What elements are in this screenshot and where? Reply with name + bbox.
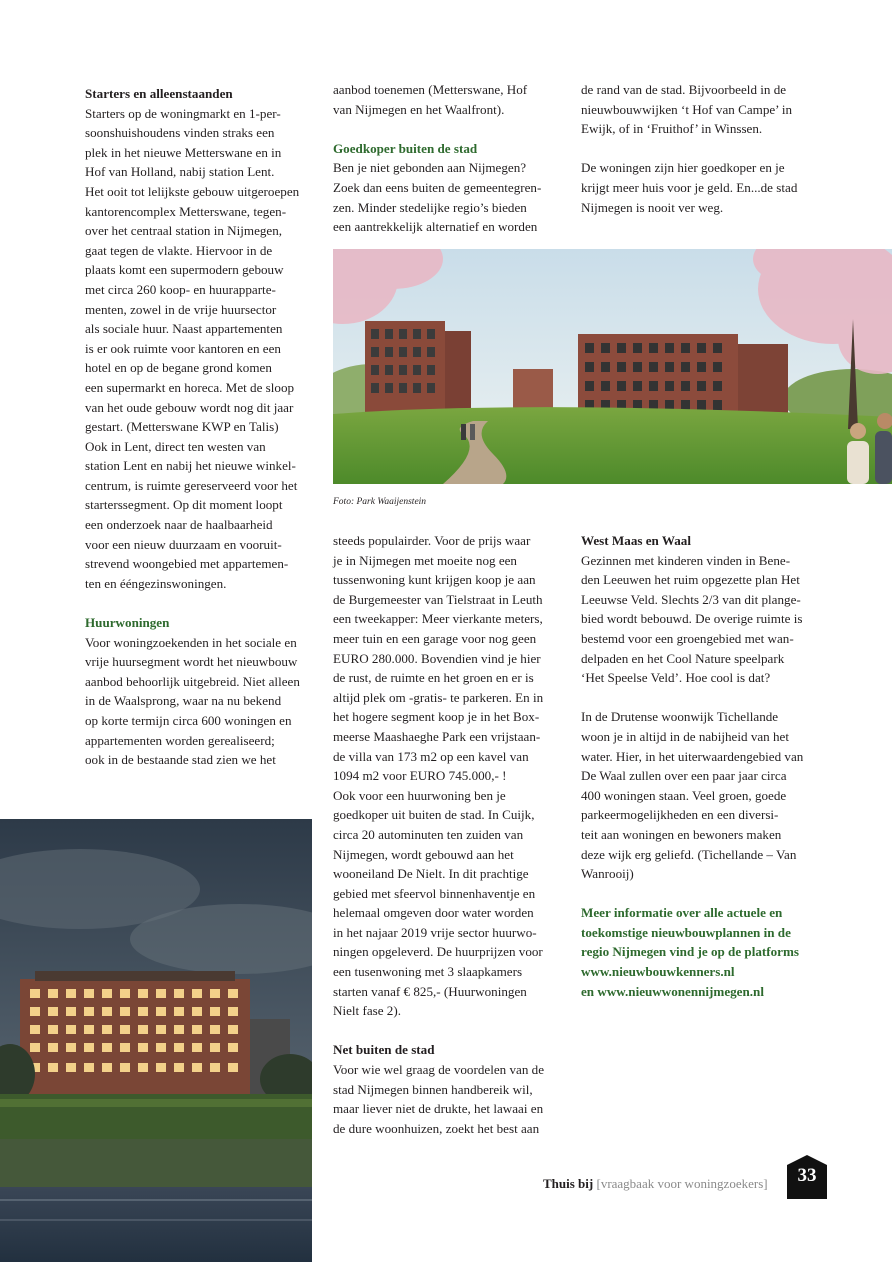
- text-line: EURO 280.000. Bovendien vind je hier: [333, 650, 541, 666]
- text-line: zen. Minder stedelijke regio’s bieden: [333, 199, 527, 215]
- text-line: plaats komt een supermodern gebouw: [85, 262, 284, 278]
- text-line: aanbod behoorlijk uitgebreid. Niet alleen: [85, 673, 300, 689]
- text-line: plek in het nieuwe Metterswane en in: [85, 144, 282, 160]
- text-line: nieuwbouwwijken ‘t Hof van Campe’ in: [581, 101, 793, 117]
- text-line: bied wordt bebouwd. De overige ruimte is: [581, 611, 803, 627]
- text-line: het hogere segment koop je in het Box-: [333, 709, 540, 725]
- text-line: Zoek dan eens buiten de gemeentegren-: [333, 179, 542, 195]
- text-line: Hof van Holland, nabij station Lent.: [85, 164, 275, 180]
- paragraph-goedkoper: [333, 158, 568, 236]
- text-line: soonshuishoudens vinden straks een: [85, 125, 275, 141]
- text-line: appartementen worden gerealiseerd;: [85, 732, 275, 748]
- paragraph-net-buiten: [333, 1060, 568, 1138]
- footer-tagline: [vraagbaak voor woningzoekers]: [596, 1176, 768, 1191]
- text-line: altijd plek om -gratis- te parkeren. En in: [333, 689, 544, 705]
- text-line: ten en ééngezinswoningen.: [85, 575, 227, 591]
- text-line: kantorencomplex Metterswane, tegen-: [85, 203, 287, 219]
- paragraph-populairder: [333, 531, 568, 1021]
- text-line: circa 20 autominuten ten zuiden van: [333, 826, 524, 842]
- text-line: Nijmegen, wordt gebouwd aan het: [333, 846, 514, 862]
- text-line: Nielt fase 2).: [333, 1003, 401, 1019]
- paragraph-starters: [85, 104, 317, 594]
- text-line: tussenwoning kunt krijgen koop je aan: [333, 572, 536, 588]
- text-line: met circa 260 koop- en huurapparte-: [85, 281, 276, 297]
- text-line: starten vanaf € 825,- (Huurwoningen: [333, 983, 527, 999]
- text-line: in het najaar 2019 vrije sector huurwo-: [333, 924, 537, 940]
- text-line: een onderzoek naar de haalbaarheid: [85, 517, 273, 533]
- text-line: gebied met sfeervol binnenhaventje en: [333, 885, 536, 901]
- text-line: en www.nieuwwonennijmegen.nl: [581, 983, 764, 999]
- text-line: strevend woongebied met appartemen-: [85, 556, 289, 572]
- text-line: starterssegment. Op dit moment loopt: [85, 497, 283, 513]
- paragraph-tichellande: [581, 707, 821, 883]
- text-line: wooneiland De Nielt. In dit prachtige: [333, 866, 529, 882]
- text-line: Ook in Lent, direct ten westen van: [85, 438, 266, 454]
- text-line: Ben je niet gebonden aan Nijmegen?: [333, 160, 527, 176]
- paragraph-rand: [581, 80, 811, 139]
- text-line: deze wijk erg geliefd. (Tichellande – Van: [581, 846, 797, 862]
- text-line: menten, zowel in de vrije huursector: [85, 301, 277, 317]
- text-line: meer tuin en een garage voor nog geen: [333, 630, 537, 646]
- photo-park-waaijenstein: [333, 249, 892, 484]
- text-line: Wanrooij): [581, 866, 634, 882]
- text-line: De Waal zullen over een paar jaar circa: [581, 768, 787, 784]
- text-line: over het centraal station in Nijmegen,: [85, 223, 283, 239]
- text-line: je in Nijmegen met moeite nog een: [333, 552, 517, 568]
- text-line: gaat tegen de vlakte. Hiervoor in de: [85, 242, 273, 258]
- text-line: in de Waalsprong, waar na nu bekend: [85, 693, 282, 709]
- text-line: Voor wie wel graag de voordelen van de: [333, 1062, 545, 1078]
- text-line: den Leeuwen het ruim opgezette plan Het: [581, 572, 800, 588]
- text-line: meerse Maashaeghe Park een vrijstaan-: [333, 728, 541, 744]
- text-line: centrum, is ruimte gereserveerd voor het: [85, 477, 298, 493]
- info-links: [581, 903, 821, 1001]
- text-line: van het oude gebouw wordt nog dit jaar: [85, 399, 294, 415]
- text-line: hotel en op de begane grond komen: [85, 360, 272, 376]
- text-line: de rand van de stad. Bijvoorbeeld in de: [581, 82, 787, 97]
- heading-net-buiten: Net buiten de stad: [333, 1042, 435, 1058]
- text-line: goedkoper uit buiten de stad. In Cuijk,: [333, 807, 535, 823]
- heading-west-maas-en-waal: West Maas en Waal: [581, 533, 691, 548]
- text-line: de villa van 173 m2 op een kavel van: [333, 748, 529, 764]
- text-line: aanbod toenemen (Metterswane, Hof: [333, 82, 528, 97]
- text-line: maar liever niet de drukte, het lawaai en: [333, 1101, 544, 1117]
- text-line: van Nijmegen en het Waalfront).: [333, 101, 505, 117]
- text-line: Ewijk, of in ‘Fruithof’ in Winssen.: [581, 121, 763, 137]
- text-line: Starters op de woningmarkt en 1-per-: [85, 105, 281, 121]
- text-line: de Burgemeester van Tielstraat in Leuth: [333, 591, 543, 607]
- text-line: voor een nieuw duurzaam en vooruit-: [85, 536, 282, 552]
- text-line: de rust, de ruimte en het groen en er is: [333, 670, 534, 686]
- heading-goedkoper: Goedkoper buiten de stad: [333, 140, 478, 156]
- text-line: een tweekapper: Meer vierkante meters,: [333, 611, 543, 627]
- column-middle-bottom: [333, 531, 568, 1138]
- text-line: station Lent en nabij het nieuwe winkel-: [85, 458, 296, 474]
- text-line: helemaal omgeven door water worden: [333, 905, 534, 921]
- text-line: op korte termijn circa 600 woningen en: [85, 713, 292, 728]
- footer: [543, 1176, 768, 1192]
- text-line: vrije huursegment wordt het nieuwbouw: [85, 654, 298, 670]
- heading-huurwoningen: Huurwoningen: [85, 615, 170, 631]
- text-line: 400 woningen staan. Veel groen, goede: [581, 787, 787, 803]
- text-line: bestemd voor een groengebied met wan-: [581, 630, 794, 646]
- text-line: toekomstige nieuwbouwplannen in de: [581, 924, 791, 940]
- text-line: ningen opgeleverd. De huurprijzen voor: [333, 944, 543, 960]
- heading-starters: Starters en alleenstaanden: [85, 86, 233, 101]
- page-number: 33: [797, 1165, 817, 1186]
- text-line: Ook voor een huurwoning ben je: [333, 787, 506, 803]
- text-line: een tusenwoning met 3 slaapkamers: [333, 964, 523, 980]
- text-line: Leeuwse Veld. Slechts 2/3 van dit plange-: [581, 591, 801, 607]
- text-line: Het ooit tot lelijkste gebouw uitgeroepen: [85, 183, 300, 199]
- text-line: delpaden en het Cool Nature speelpark: [581, 650, 785, 666]
- text-line: Gezinnen met kinderen vinden in Bene-: [581, 552, 791, 568]
- column-left: [85, 84, 317, 770]
- text-line: als sociale huur. Naast appartementen: [85, 321, 283, 337]
- column-middle-top: [333, 80, 568, 237]
- paragraph-goedkoper-huis: [581, 158, 811, 217]
- photo-building-night: [0, 819, 312, 1262]
- text-line: een supermarkt en horeca. Met de sloop: [85, 379, 295, 395]
- text-line: is er ook ruimte voor kantoren en een: [85, 340, 281, 356]
- footer-brand: Thuis bij: [543, 1176, 594, 1191]
- text-line: Meer informatie over alle actuele en: [581, 905, 783, 921]
- text-line: stad Nijmegen binnen handbereik wil,: [333, 1081, 533, 1097]
- paragraph-aanbod: [333, 80, 568, 119]
- text-line: de dure woonhuizen, zoekt het best aan: [333, 1120, 540, 1136]
- text-line: gestart. (Metterswane KWP en Talis): [85, 419, 279, 435]
- text-line: ook in de bestaande stad zien we het: [85, 752, 276, 768]
- text-line: Nijmegen is nooit ver weg.: [581, 199, 724, 215]
- text-line: De woningen zijn hier goedkoper en je: [581, 160, 785, 176]
- paragraph-leeuwse-veld: [581, 551, 821, 688]
- photo-caption: Foto: Park Waaijenstein: [333, 497, 427, 507]
- text-line: teit aan woningen en bewoners maken: [581, 826, 782, 842]
- text-line: regio Nijmegen vind je op de platforms: [581, 944, 799, 960]
- text-line: Voor woningzoekenden in het sociale en: [85, 634, 297, 650]
- text-line: woon je in altijd in de nabijheid van het: [581, 728, 789, 744]
- text-line: www.nieuwbouwkenners.nl: [581, 964, 735, 980]
- text-line: ‘Het Speelse Veld’. Hoe cool is dat?: [581, 670, 771, 686]
- column-right-top: [581, 80, 811, 217]
- text-line: een aantrekkelijk alternatief en worden: [333, 219, 538, 235]
- paragraph-huurwoningen: [85, 633, 317, 770]
- text-line: water. Hier, in het uiterwaardengebied van: [581, 748, 804, 764]
- text-line: krijgt meer huis voor je geld. En...de stad: [581, 179, 798, 195]
- text-line: parkeermogelijkheden en een diversi-: [581, 807, 779, 823]
- text-line: 1094 m2 voor EURO 745.000,- !: [333, 768, 507, 784]
- text-line: steeds populairder. Voor de prijs waar: [333, 533, 531, 548]
- column-right-bottom: [581, 531, 821, 1001]
- text-line: In de Drutense woonwijk Tichellande: [581, 709, 779, 725]
